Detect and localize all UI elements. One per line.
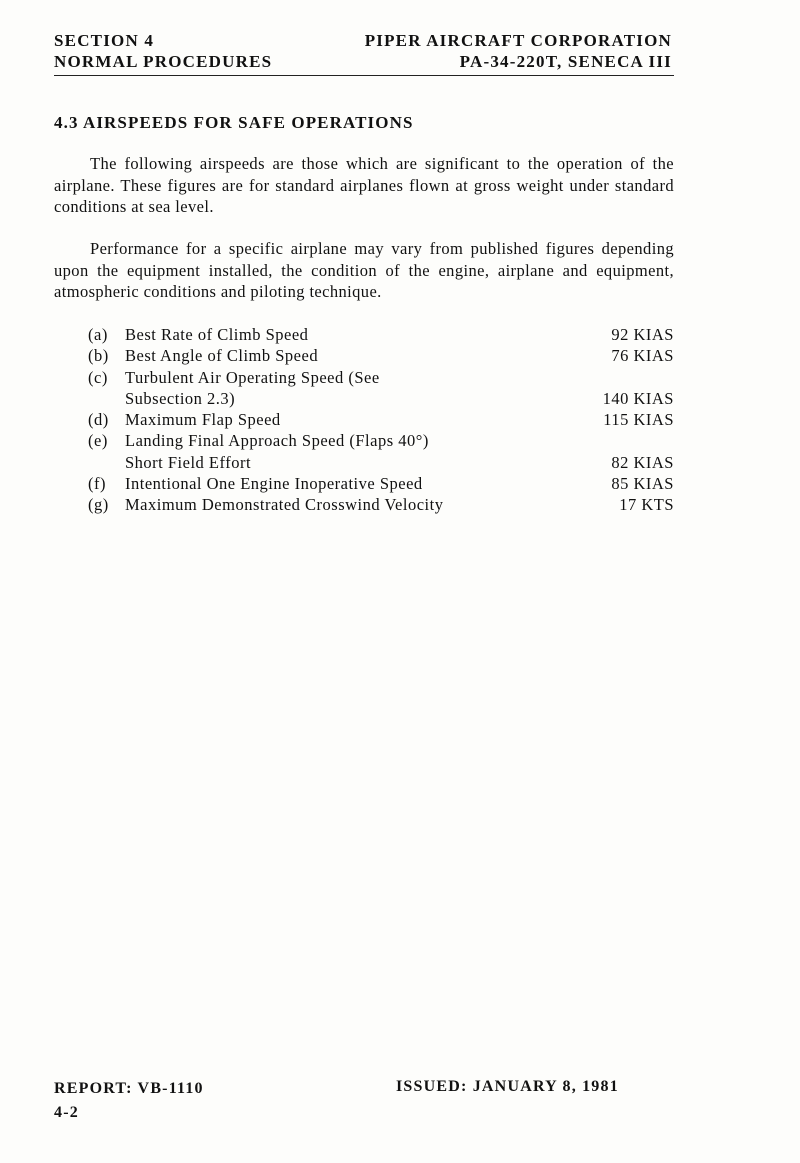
airspeed-item-name: Maximum Demonstrated Crosswind Velocity [125, 495, 444, 515]
airspeed-item-letter: (b) [88, 346, 109, 366]
airspeed-item-value: 85 KIAS [611, 474, 674, 494]
airspeed-item [88, 494, 674, 515]
section-heading: 4.3 AIRSPEEDS FOR SAFE OPERATIONS [54, 113, 414, 132]
airspeed-item [88, 430, 674, 451]
airspeed-item-value: 76 KIAS [611, 346, 674, 366]
airspeed-item-value: 92 KIAS [611, 325, 674, 344]
airspeed-item-value: 115 KIAS [603, 410, 674, 430]
airspeed-item-name: Intentional One Engine Inoperative Speed [125, 474, 423, 494]
airspeed-item-name-cont: Subsection 2.3) [125, 388, 236, 408]
intro-paragraph [54, 153, 674, 218]
airspeed-item-name-cont: Short Field Effort [125, 452, 252, 472]
airspeed-item [88, 473, 674, 494]
airspeed-item-letter: (e) [88, 431, 108, 451]
airspeed-item-letter: (d) [88, 410, 109, 430]
airspeed-item-letter: (f) [88, 474, 106, 494]
paragraph-text: The following airspeeds are those which are significant to the operation of the airplane. These figures are for standard airplanes flown at gross weight under standard conditions at sea level. [54, 154, 674, 216]
airspeed-item-letter: (c) [88, 367, 108, 387]
performance-paragraph [54, 238, 674, 303]
header-aircraft-model: PA-34-220T, SENECA III [459, 52, 672, 71]
airspeed-item-name: Best Angle of Climb Speed [125, 346, 319, 366]
footer-report-number: REPORT: VB-1110 [54, 1080, 204, 1097]
airspeed-item [88, 345, 674, 366]
footer-page-number: 4-2 [54, 1104, 79, 1121]
airspeed-item-name: Best Rate of Climb Speed [125, 325, 309, 344]
airspeed-item-value: 17 KTS [619, 495, 674, 515]
header-section-title: NORMAL PROCEDURES [54, 52, 273, 71]
airspeed-item-continuation [88, 388, 674, 409]
airspeed-item-letter: (g) [88, 495, 109, 515]
airspeed-item-value: 140 KIAS [602, 388, 674, 408]
airspeed-item-name: Landing Final Approach Speed (Flaps 40°) [125, 431, 429, 451]
airspeed-item [88, 409, 674, 430]
airspeed-item-name: Maximum Flap Speed [125, 410, 281, 430]
airspeed-item-continuation [88, 452, 674, 473]
header-divider [54, 75, 674, 76]
header-section-block [54, 30, 272, 72]
airspeed-item-name: Turbulent Air Operating Speed (See [125, 367, 380, 387]
airspeed-item [88, 367, 674, 388]
airspeed-item-value: 82 KIAS [611, 452, 674, 472]
header-company-block [365, 30, 672, 72]
airspeed-item [88, 324, 674, 345]
footer-issue-date: ISSUED: JANUARY 8, 1981 [396, 1078, 619, 1095]
paragraph-text: Performance for a specific airplane may vary from published figures depending upon the equipment installed, the condition of the engine, airplane and equipment, atmospheric conditions and piloting technique. [54, 239, 674, 301]
airspeed-list [88, 324, 674, 516]
header-section-number: SECTION 4 [54, 31, 155, 50]
airspeed-item-letter: (a) [88, 325, 108, 344]
header-company-name: PIPER AIRCRAFT CORPORATION [364, 31, 672, 50]
